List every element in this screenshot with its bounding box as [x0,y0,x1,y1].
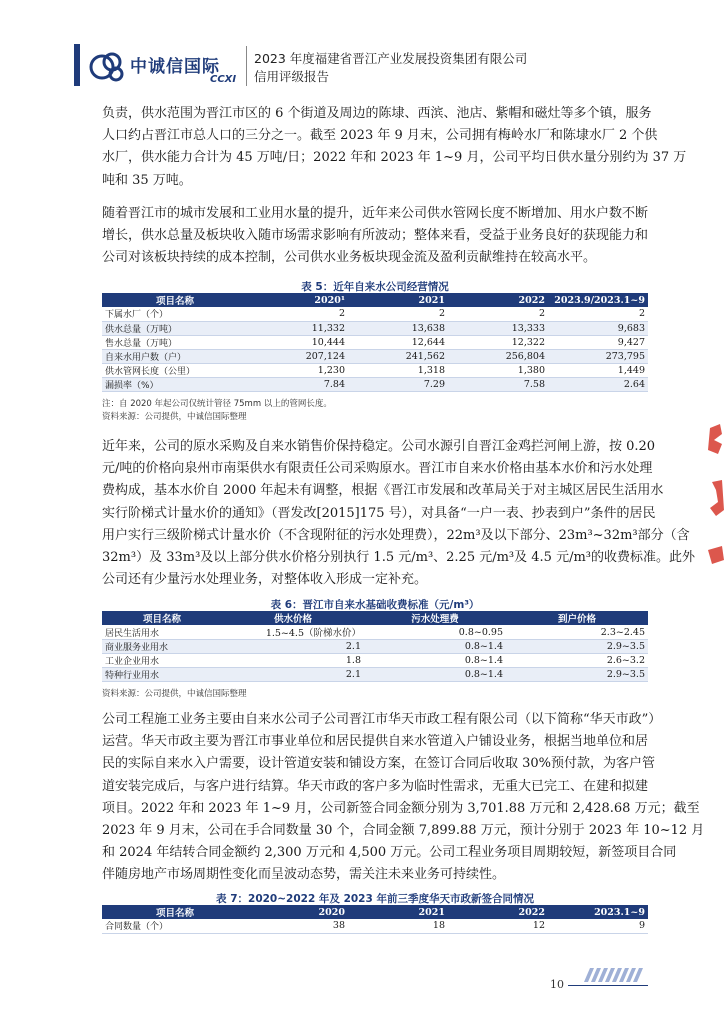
company-logo [88,48,238,88]
paragraph-engineering-business: 公司工程施工业务主要由自来水公司子公司晋江市华天市政工程有限公司（以下简称“华天市政”） 运营。华天市政主要为晋江市事业单位和居民提供自来水管道入户铺设业务，根据当地单位和居 民的实际自来水入户需要，设计管道安装和铺设方案，在签订合同后收取 30%预付款，为客户管 道安装完成后，与客户进行结算。华天市政的客户多为临时性需求，无重大已完工、在建和拟建 项目。2022 年和 2023 年 1~9 月，公司新签合同金额分别为 3,701.88 万元和 2,428.68 万元；截至 2023 年 9 月末，公司在手合同数量 30 个，合同金额 7,899.88 万元，预计分别于 2023 年 10~12 月 和 2024 年结转合同金额约 2,300 万元和 4,500 万元。公司工程业务项目周期较短，新签项目合同 伴随房地产市场周期性变化而呈波动态势，需关注未来业务可持续性。 [102,712,705,883]
report-title-line1: 2023 年度福建省晋江产业发展投资集团有限公司 [254,51,528,66]
table5-source: 资料来源：公司提供，中诚信国际整理 [102,412,247,422]
table-row: 工业企业用水 1.8 0.8~1.4 2.6~3.2 [102,654,648,668]
table7-header-row: 项目名称 2020 2021 2022 2023.1~9 [102,905,648,919]
footer-rule [568,985,648,986]
table-row: 售水总量（万吨） 10,444 12,644 12,322 9,427 [102,335,648,349]
table6-source: 资料来源：公司提供，中诚信国际整理 [102,689,247,699]
table-row: 供水总量（万吨） 11,332 13,638 13,333 9,683 [102,321,648,335]
table6-header-row: 项目名称 供水价格 污水处理费 到户价格 [102,611,648,625]
report-title [254,50,527,86]
table-row: 商业服务业用水 2.1 0.8~1.4 2.9~3.5 [102,640,648,654]
report-title-line2: 信用评级报告 [254,69,330,84]
table5-header-row: 项目名称 2020¹ 2021 2022 2023.9/2023.1~9 [102,293,648,307]
table5-water-company-operations [102,293,648,392]
red-seal-fragment-icon [700,420,724,570]
table-row: 特种行业用水 2.1 0.8~1.4 2.9~3.5 [102,668,648,682]
table5-caption: 表 5：近年自来水公司经营情况 [301,281,449,293]
table-row: 漏损率（%） 7.84 7.29 7.58 2.64 [102,377,648,391]
paragraph-water-supply-scope: 负责，供水范围为晋江市区的 6 个街道及周边的陈埭、西滨、池店、紫帽和磁灶等多个镇，服务 人口约占晋江市总人口的三分之一。截至 2023 年 9 月末，公司拥有梅岭水厂和陈埭水厂 2 个供 水厂，供水能力合计为 45 万吨/日；2022 年和 2023 年 1~9 月，公司平均日供水量分别约为 37 万 吨和 35 万吨。 [102,106,687,188]
paragraph-water-supply-trend: 随着晋江市的城市发展和工业用水量的提升，近年来公司供水管网长度不断增加、用水户数不断 增长，供水总量及板块收入随市场需求影响有所波动；整体来看，受益于业务良好的获现能力和 公司对该板块持续的成本控制，公司供水业务板块现金流及盈利贡献维持在较高水平。 [102,206,649,266]
table-row: 自来水用户数（户） 207,124 241,562 256,804 273,795 [102,349,648,363]
paragraph-water-pricing: 近年来，公司的原水采购及自来水销售价保持稳定。公司水源引自晋江金鸡拦河闸上游，按 0.20 元/吨的价格向泉州市南渠供水有限责任公司采购原水。晋江市自来水价格由基本水价和污水处理 费构成，基本水价自 2000 年起未有调整，根据《晋江市发展和改革局关于对主城区居民生活用水 实行阶梯式计量水价的通知》（晋发改[2015]175 号），对具备“一户一表、抄表到户”条件的居民 用户实行三级阶梯式计量水价（不含现附征的污水处理费），22m³及以下部分、23m³~32m³部分（含 32m³）及 33m³及以上部分供水价格分别执行 1.5 元/m³、2.25 元/m³及 4.5 元/m³的收费标准。此外 公司还有少量污水处理业务，对整体收入形成一定补充。 [102,439,696,588]
table-row: 居民生活用水 1.5~4.5（阶梯水价） 0.8~0.95 2.3~2.45 [102,625,648,640]
table-row: 合同数量（个） 38 18 12 9 [102,919,648,933]
logo-text-cn: 中诚信国际 [130,57,220,77]
table7-new-contracts [102,905,648,934]
header-divider [246,46,247,86]
header-accent-bar [74,44,80,86]
table-row: 下属水厂（个） 2 2 2 2 [102,307,648,321]
table6-caption: 表 6：晋江市自来水基础收费标准（元/m³） [270,599,480,611]
page-number: 10 [550,978,564,991]
footer-stripes-icon [584,968,648,982]
table-row: 供水管网长度（公里） 1,230 1,318 1,380 1,449 [102,363,648,377]
table5-note: 注：自 2020 年起公司仅统计管径 75mm 以上的管网长度。 [102,399,332,409]
table7-caption: 表 7：2020~2022 年及 2023 年前三季度华天市政新签合同情况 [216,893,534,905]
logo-text-en: CCXI [210,74,237,85]
table6-water-tariff [102,611,648,682]
logo-mark-icon [88,50,128,84]
